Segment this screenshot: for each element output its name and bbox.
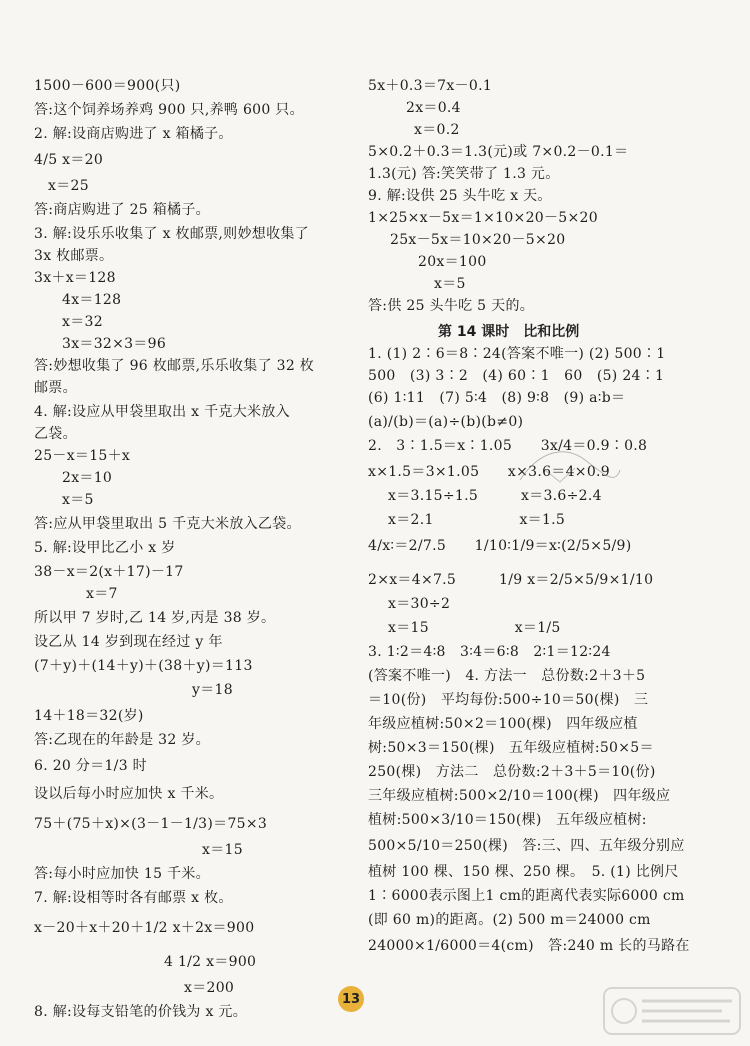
text-line: 5×0.2＋0.3＝1.3(元)或 7×0.2－0.1＝	[368, 144, 629, 160]
page-number-badge: 13	[338, 986, 364, 1012]
text-line: 邮票。	[34, 380, 77, 396]
text-line: 答:每小时应加快 15 千米。	[34, 866, 210, 882]
text-line: (a)/(b)＝(a)÷(b)(b≠0)	[368, 414, 524, 430]
text-line: 1.3(元) 答:笑笑带了 1.3 元。	[368, 166, 560, 182]
text-line: 年级应植树:50×2＝100(棵) 四年级应植	[368, 716, 638, 732]
text-line: (即 60 m)的距离。(2) 500 m＝24000 cm	[368, 912, 651, 928]
text-line: 3x 枚邮票。	[34, 248, 114, 264]
text-line: 38－x＝2(x＋17)－17	[34, 564, 184, 580]
text-line: 答:商店购进了 25 箱橘子。	[34, 202, 210, 218]
text-line: 3. 解:设乐乐收集了 x 枚邮票,则妙想收集了	[34, 226, 309, 242]
text-line: 4 1/2 x＝900	[164, 954, 257, 970]
text-line: 2x＝0.4	[406, 100, 461, 116]
text-line: 答:乙现在的年龄是 32 岁。	[34, 732, 210, 748]
text-line: y＝18	[192, 682, 233, 698]
text-line: x＝25	[48, 178, 89, 194]
section-title: 第 14 课时 比和比例	[438, 324, 580, 340]
text-line: 答:供 25 头牛吃 5 天的。	[368, 298, 535, 314]
text-line: 1∶6000表示图上1 cm的距离代表实际6000 cm	[368, 888, 685, 904]
text-line: x＝15	[202, 842, 243, 858]
text-line: 5x＋0.3＝7x－0.1	[368, 78, 493, 94]
text-line: 4/x∶＝2/7.5 1/10∶1/9＝x∶(2/5×5/9)	[368, 538, 632, 554]
text-line: x＝3.15÷1.5 x＝3.6÷2.4	[388, 488, 602, 504]
text-line: 1500－600＝900(只)	[34, 78, 181, 94]
text-line: 2×x＝4×7.5 1/9 x＝2/5×5/9×1/10	[368, 572, 654, 588]
text-line: 3x＋x＝128	[34, 270, 116, 286]
text-line: 24000×1/6000＝4(cm) 答:240 m 长的马路在	[368, 938, 690, 954]
text-line: 所以甲 7 岁时,乙 14 岁,丙是 38 岁。	[34, 610, 276, 626]
text-line: 设以后每小时应加快 x 千米。	[34, 786, 224, 802]
text-line: x＝30÷2	[388, 596, 451, 612]
text-line: 4x＝128	[62, 292, 122, 308]
text-line: 设乙从 14 岁到现在经过 y 年	[34, 634, 223, 650]
text-line: x＝5	[62, 492, 94, 508]
text-line: 20x＝100	[418, 254, 487, 270]
text-line: 9. 解:设供 25 头牛吃 x 天。	[368, 188, 552, 204]
text-line: 7. 解:设相等时各有邮票 x 枚。	[34, 890, 233, 906]
text-line: 5. 解:设甲比乙小 x 岁	[34, 540, 176, 556]
text-line: x＝0.2	[414, 122, 460, 138]
text-line: 答:妙想收集了 96 枚邮票,乐乐收集了 32 枚	[34, 358, 315, 374]
watermark-logo	[602, 986, 742, 1036]
text-line: 答:应从甲袋里取出 5 千克大米放入乙袋。	[34, 516, 301, 532]
text-line: 500×5/10＝250(棵) 答:三、四、五年级分别应	[368, 838, 685, 854]
text-line: 1. (1) 2∶6＝8∶24(答案不唯一) (2) 500∶1	[368, 346, 666, 362]
text-line: x＝5	[434, 276, 466, 292]
text-line: 3. 1∶2＝4∶8 3∶4＝6∶8 2∶1＝12∶24	[368, 644, 611, 660]
text-line: x＝7	[86, 586, 118, 602]
text-line: 14＋18＝32(岁)	[34, 708, 144, 724]
text-line: 4/5 x＝20	[34, 152, 104, 168]
text-line: x＝15 x＝1/5	[388, 620, 561, 636]
pencil-scribble	[515, 440, 625, 500]
text-line: 树:50×3＝150(棵) 五年级应植树:50×5＝	[368, 740, 654, 756]
text-line: 答:这个饲养场养鸡 900 只,养鸭 600 只。	[34, 102, 304, 118]
text-line: x×1.5＝3×1.05 x×3.6＝4×0.9	[368, 464, 610, 480]
text-line: 植树 100 棵、150 棵、250 棵。 5. (1) 比例尺	[368, 864, 679, 880]
text-line: (7＋y)＋(14＋y)＋(38＋y)＝113	[34, 658, 253, 674]
text-line: (答案不唯一) 4. 方法一 总份数:2＋3＋5	[368, 668, 646, 684]
text-line: 2. 3∶1.5＝x∶1.05 3x/4＝0.9∶0.8	[368, 438, 648, 454]
text-line: 4. 解:设应从甲袋里取出 x 千克大米放入	[34, 404, 290, 420]
text-line: 三年级应植树:500×2/10＝100(棵) 四年级应	[368, 788, 671, 804]
text-line: 8. 解:设每支铅笔的价钱为 x 元。	[34, 1004, 248, 1020]
text-line: 75＋(75＋x)×(3－1－1/3)＝75×3	[34, 816, 268, 832]
text-line: (6) 1∶11 (7) 5∶4 (8) 9∶8 (9) a∶b＝	[368, 390, 626, 406]
text-line: 3x＝32×3＝96	[62, 336, 167, 352]
text-line: 250(棵) 方法二 总份数:2＋3＋5＝10(份)	[368, 764, 656, 780]
text-line: x＝32	[62, 314, 103, 330]
text-line: 乙袋。	[34, 426, 77, 442]
text-line: 500 (3) 3∶2 (4) 60∶1 60 (5) 24∶1	[368, 368, 665, 384]
text-line: 植树:500×3/10＝150(棵) 五年级应植树:	[368, 812, 647, 828]
text-line: 25－x＝15＋x	[34, 448, 131, 464]
text-line: x＝2.1 x＝1.5	[388, 512, 566, 528]
text-line: 1×25×x－5x＝1×10×20－5×20	[368, 210, 598, 226]
text-line: 2. 解:设商店购进了 x 箱橘子。	[34, 126, 233, 142]
text-line: x－20＋x＋20＋1/2 x＋2x＝900	[34, 920, 255, 936]
text-line: 6. 20 分＝1/3 时	[34, 758, 147, 774]
text-line: x＝200	[184, 980, 235, 996]
text-line: ＝10(份) 平均每份:500÷10＝50(棵) 三	[368, 692, 649, 708]
text-line: 2x＝10	[62, 470, 113, 486]
text-line: 25x－5x＝10×20－5×20	[390, 232, 566, 248]
